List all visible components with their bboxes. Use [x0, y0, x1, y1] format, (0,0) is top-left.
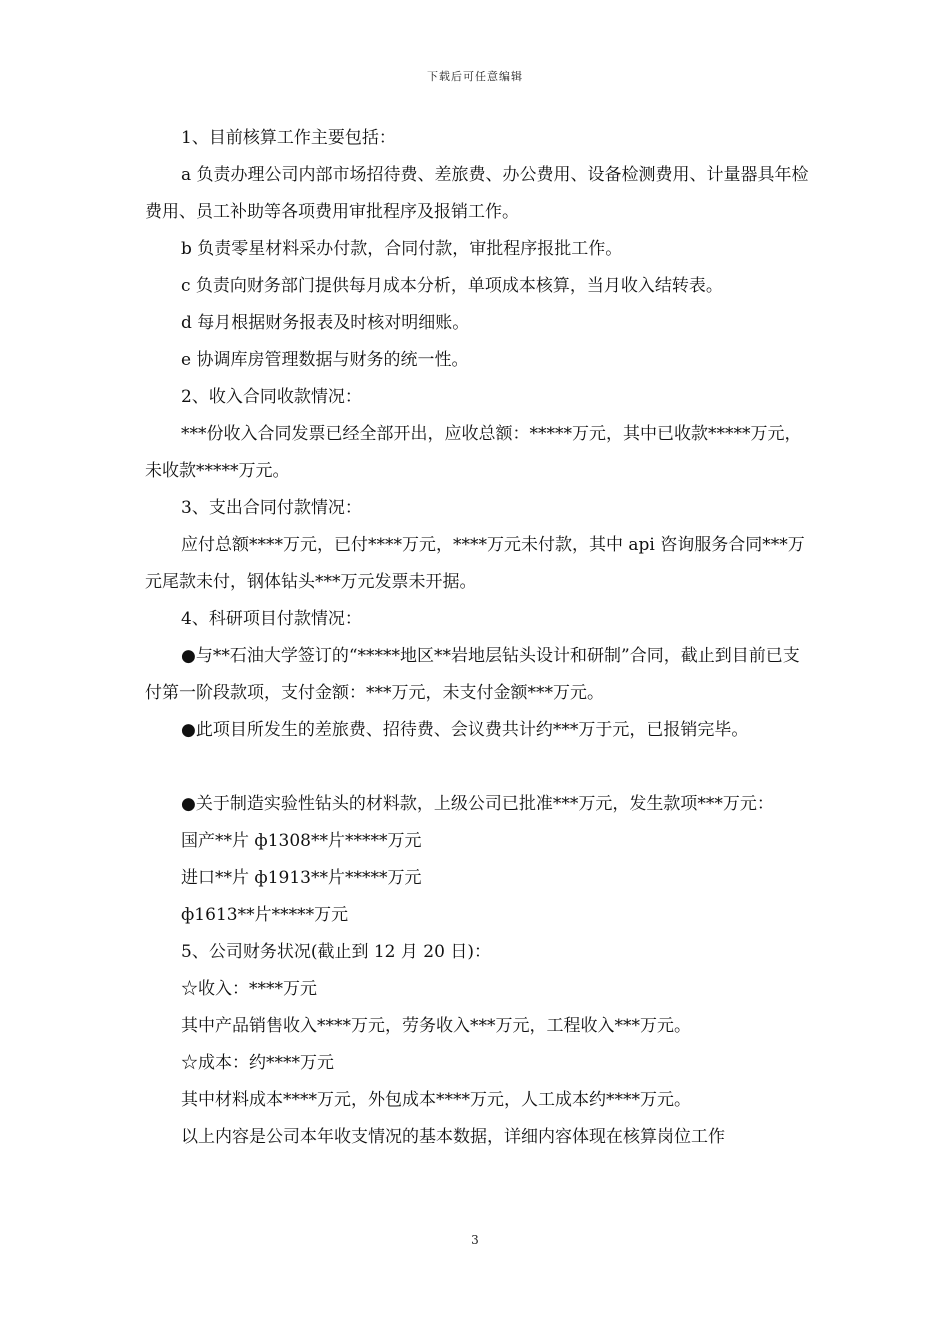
- income-summary: ☆收入：****万元: [181, 979, 317, 999]
- cost-detail: 其中材料成本****万元，外包成本****万元，人工成本约****万元。: [181, 1090, 691, 1110]
- closing-paragraph: 以上内容是公司本年收支情况的基本数据，详细内容体现在核算岗位工作: [181, 1127, 725, 1147]
- page-number: 3: [471, 1233, 479, 1247]
- research-bullet-1: ●与**石油大学签订的“*****地区**岩地层钻头设计和研制”合同，截止到目前已支付第一阶段款项，支付金额：***万元，未支付金额***万元。: [145, 646, 800, 703]
- list-item-a: a 负责办理公司内部市场招待费、差旅费、办公费用、设备检测费用、计量器具年检费用、员工补助等各项费用审批程序及报销工作。: [145, 165, 809, 222]
- blank-line: [145, 749, 809, 786]
- income-contract-paragraph: ***份收入合同发票已经全部开出，应收总额：*****万元，其中已收款*****万元，未收款*****万元。: [145, 424, 802, 481]
- list-item-c: c 负责向财务部门提供每月成本分析，单项成本核算，当月收入结转表。: [181, 276, 723, 296]
- list-item-e: e 协调库房管理数据与财务的统一性。: [181, 350, 469, 370]
- material-line-imported: 进口**片 ф1913**片*****万元: [181, 868, 422, 888]
- section-heading-5: 5、公司财务状况(截止到 12 月 20 日)：: [181, 942, 491, 962]
- expense-contract-paragraph: 应付总额****万元，已付****万元，****万元未付款，其中 api 咨询服务合同***万元尾款未付，钢体钻头***万元发票未开据。: [145, 535, 805, 592]
- research-bullet-3: ●关于制造实验性钻头的材料款，上级公司已批准***万元，发生款项***万元：: [181, 794, 774, 814]
- list-item-d: d 每月根据财务报表及时核对明细账。: [181, 313, 470, 333]
- list-item-b: b 负责零星材料采办付款，合同付款，审批程序报批工作。: [181, 239, 623, 259]
- section-heading-3: 3、支出合同付款情况：: [181, 498, 362, 518]
- section-heading-1: 1、目前核算工作主要包括：: [181, 128, 396, 148]
- income-detail: 其中产品销售收入****万元，劳务收入***万元，工程收入***万元。: [181, 1016, 691, 1036]
- material-line-domestic: 国产**片 ф1308**片*****万元: [181, 831, 422, 851]
- section-heading-4: 4、科研项目付款情况：: [181, 609, 362, 629]
- section-heading-2: 2、收入合同收款情况：: [181, 387, 362, 407]
- material-line-1613: ф1613**片*****万元: [181, 905, 349, 925]
- page-header: 下载后可任意编辑: [427, 70, 523, 83]
- research-bullet-2: ●此项目所发生的差旅费、招待费、会议费共计约***万于元，已报销完毕。: [181, 720, 749, 740]
- cost-summary: ☆成本：约****万元: [181, 1053, 334, 1073]
- document-body: [145, 120, 809, 1156]
